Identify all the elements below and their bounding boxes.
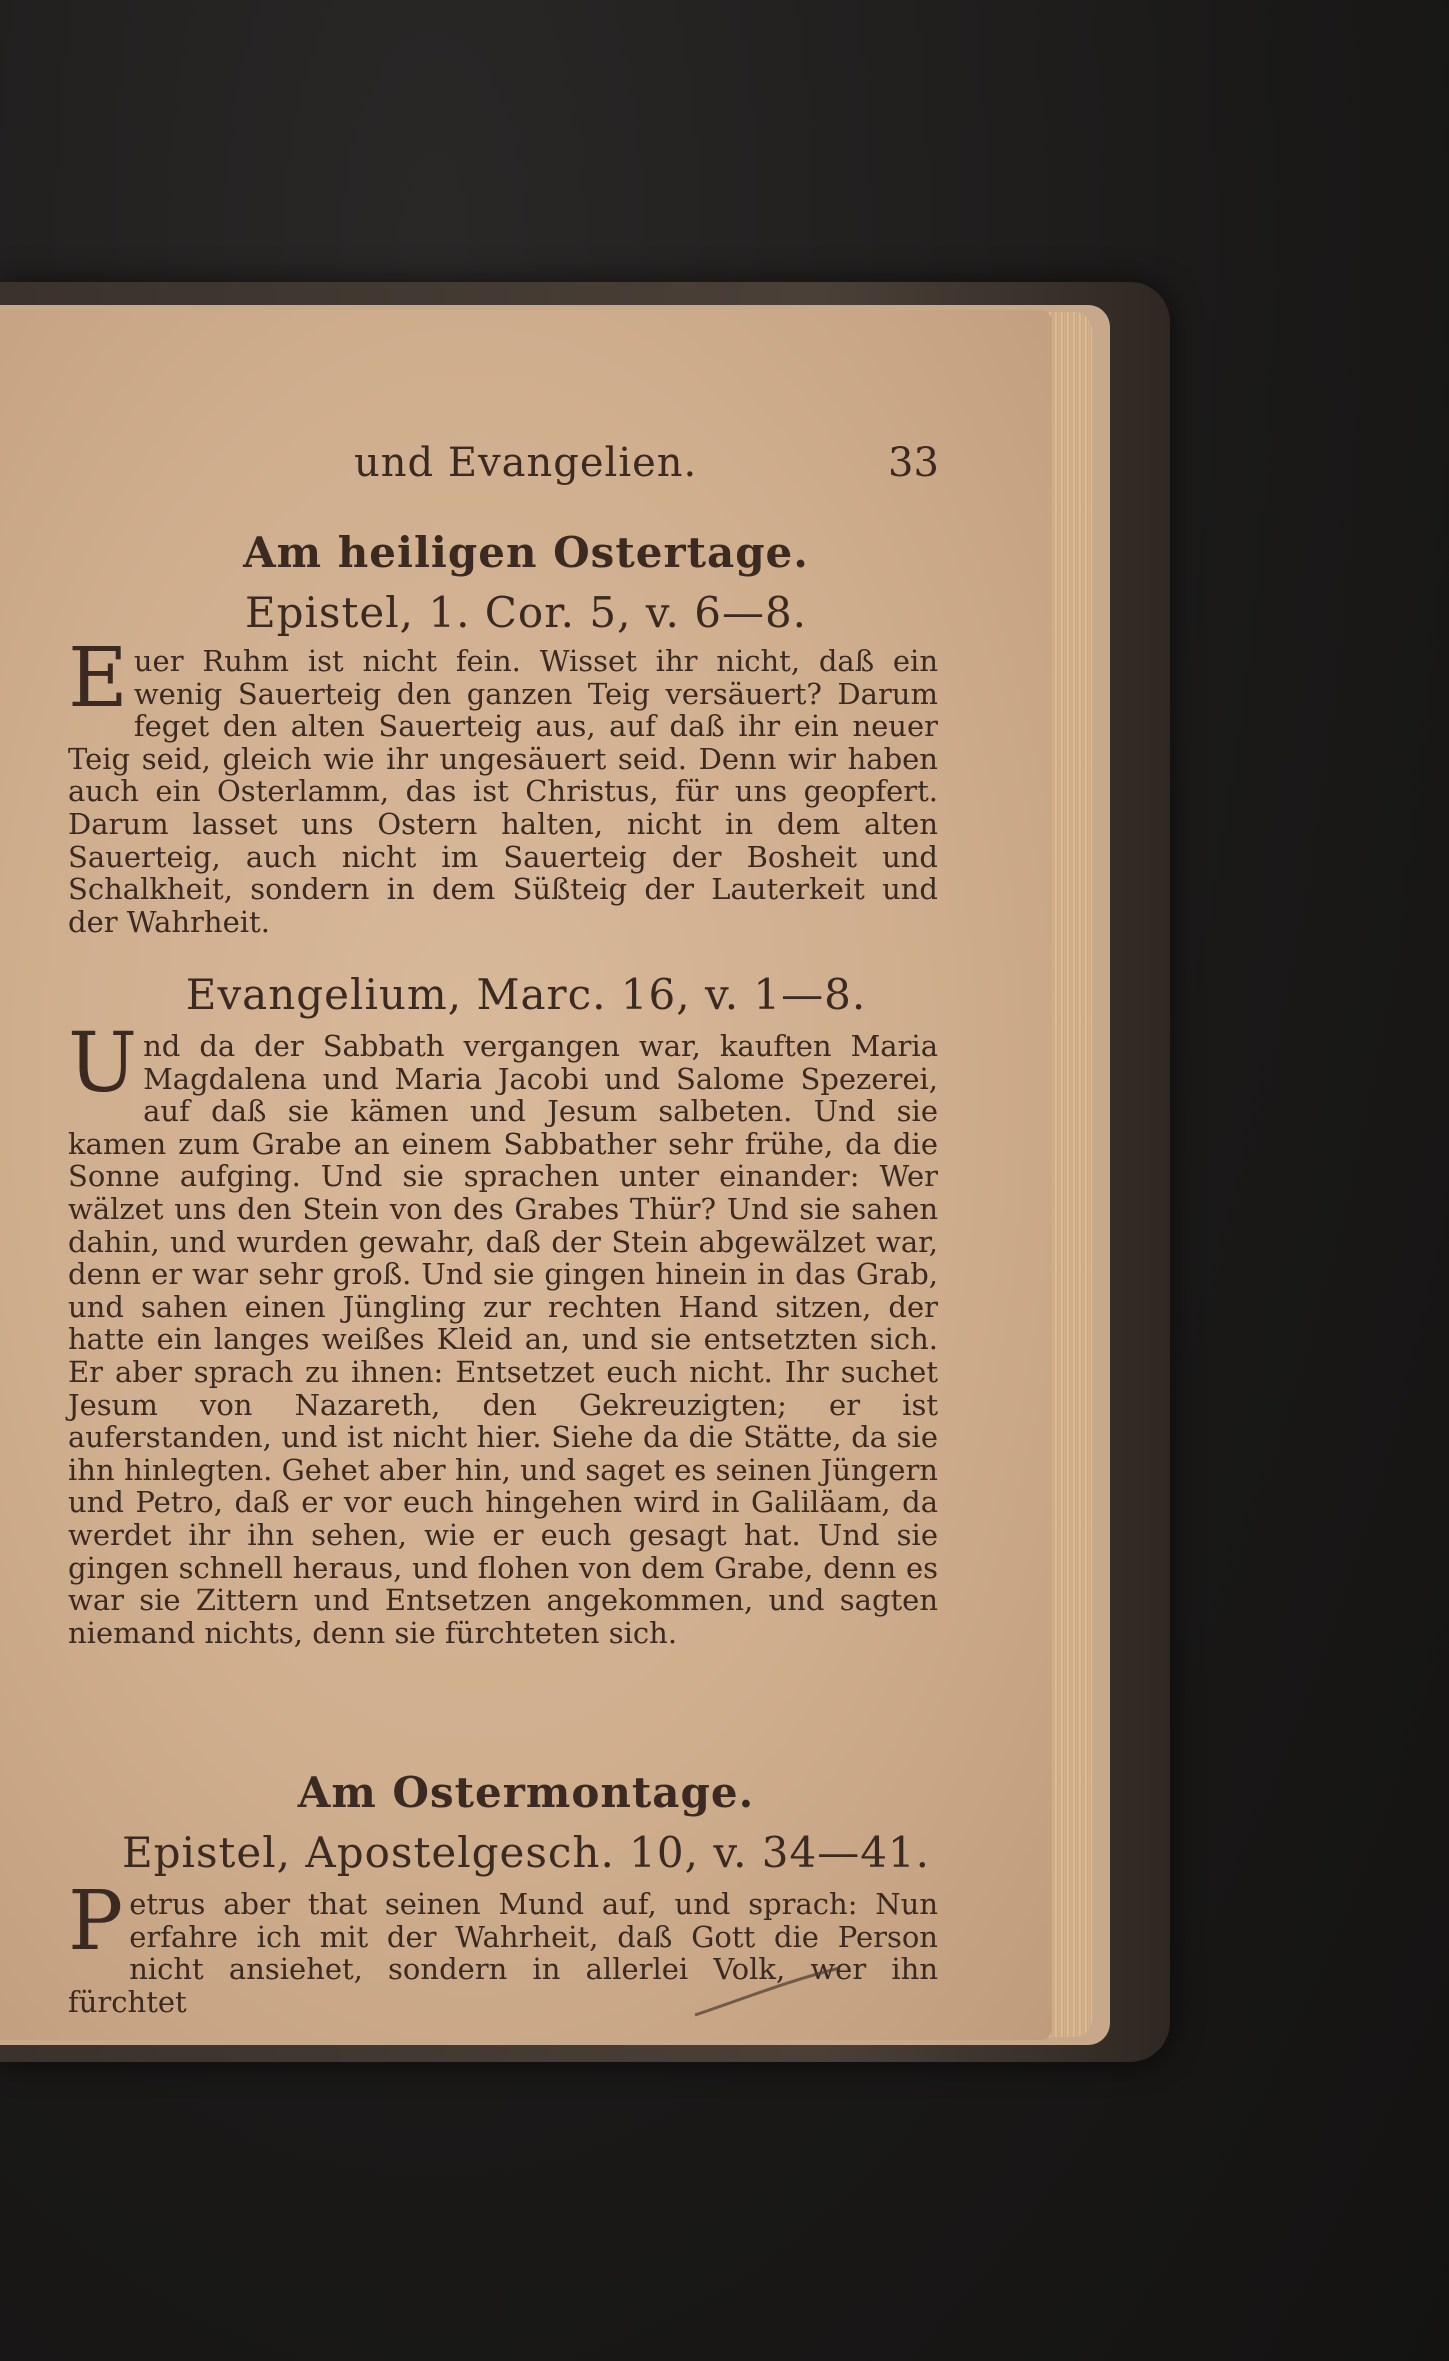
book-page <box>0 310 1052 2040</box>
section-subheading-epistle-acts: Epistel, Apostelgesch. 10, v. 34—41. <box>121 1828 931 1877</box>
paragraph-gospel <box>68 1016 938 1650</box>
section-subheading-epistle: Epistel, 1. Cor. 5, v. 6—8. <box>244 588 808 637</box>
paragraph-text: uer Ruhm ist nicht fein. Wisset ihr nicht, daß ein wenig Sauerteig den ganzen Teig versäuert? Darum feget den alten Sauerteig aus, auf daß ihr ein neuer Teig seid, gleich wie ihr ungesäuert seid. Denn wir haben auch ein Osterlamm, das ist Christus, für uns geopfert. Darum lasset uns Ostern halten, nicht in dem alten Sauerteig, auch nicht im Sauerteig der Bosheit und Schalkheit, sondern in dem Süßteig der Lauterkeit und der Wahrheit. <box>68 644 938 939</box>
paragraph-epistle <box>68 631 938 939</box>
section-subheading-gospel: Evangelium, Marc. 16, v. 1—8. <box>185 970 867 1019</box>
pencil-mark <box>690 1960 850 2020</box>
paragraph-text: etrus aber that seinen Mund auf, und sprach: Nun erfahre ich mit der Wahrheit, daß Gott die Person nicht ansiehet, sondern in allerlei Volk, wer ihn fürchtet <box>68 1887 938 2019</box>
page-number: 33 <box>888 440 939 486</box>
dropcap: P <box>68 1874 124 1969</box>
section-heading-easter: Am heiligen Ostertage. <box>243 528 809 577</box>
header-title: und Evangelien. <box>354 440 698 486</box>
dropcap: U <box>68 1016 138 1111</box>
dropcap: E <box>68 631 128 726</box>
section-heading-easter-monday: Am Ostermontage. <box>297 1768 755 1817</box>
paragraph-text: nd da der Sabbath vergangen war, kauften Maria Magdalena und Maria Jacobi und Salome Spezerei, auf daß sie kämen und Jesum salbeten. Und sie kamen zum Grabe an einem Sabbather sehr frühe, da die Sonne aufging. Und sie sprachen unter einander: Wer wälzet uns den Stein von des Grabes Thür? Und sie sahen dahin, und wurden gewahr, daß der Stein abgewälzet war, denn er war sehr groß. Und sie gingen hinein in das Grab, und sahen einen Jüngling zur rechten Hand sitzen, der hatte ein langes weißes Kleid an, und sie entsetzten sich. Er aber sprach zu ihnen: Entsetzet euch nicht. Ihr suchet Jesum von Nazareth, den Gekreuzigten; er ist auferstanden, und ist nicht hier. Siehe da die Stätte, da sie ihn hinlegten. Gehet aber hin, und saget es seinen Jüngern und Petro, daß er vor euch hingehen wird in Galiläam, da werdet ihr ihn sehen, wie er euch gesagt hat. Und sie gingen schnell heraus, und flohen von dem Grabe, denn es war sie Zittern und Entsetzen angekommen, und sagten niemand nichts, denn sie fürchteten sich. <box>68 1029 938 1650</box>
running-header <box>0 440 1052 500</box>
